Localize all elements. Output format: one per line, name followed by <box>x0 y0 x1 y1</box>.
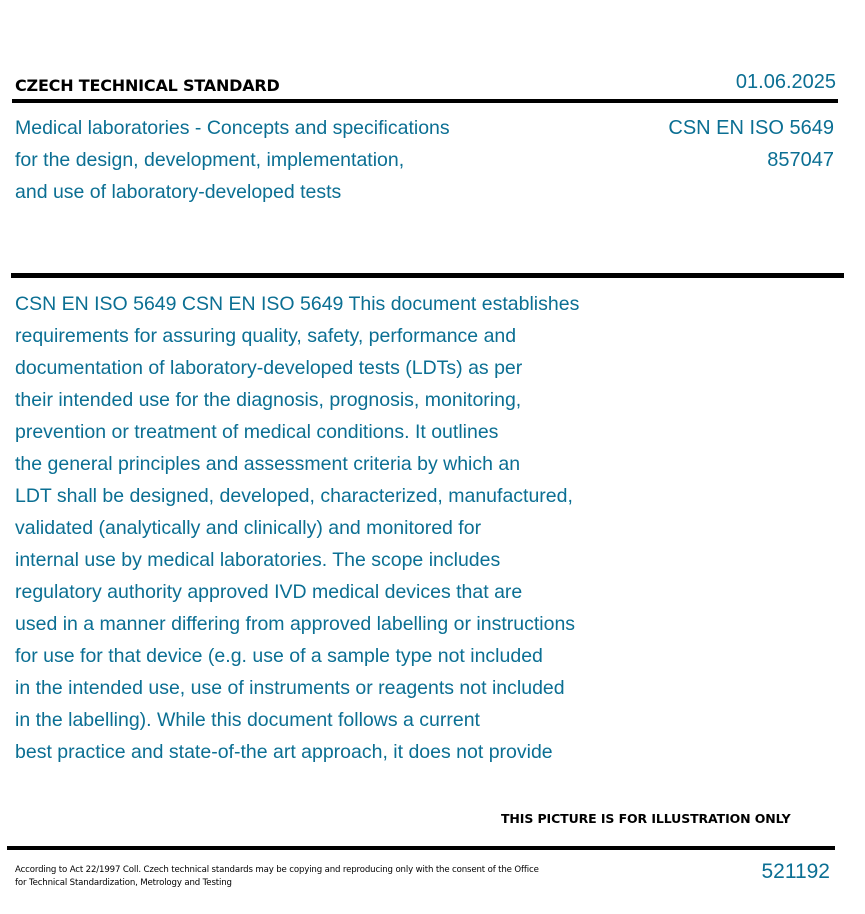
legal-notice <box>15 864 539 890</box>
abstract-line: prevention or treatment of medical conditions. It outlines <box>15 421 499 443</box>
abstract-text <box>15 288 675 768</box>
publication-date: 01.06.2025 <box>735 71 836 93</box>
footer-divider <box>7 846 835 850</box>
abstract-line: in the intended use, use of instruments or reagents not included <box>15 677 565 699</box>
abstract-line: the general principles and assessment criteria by which an <box>15 453 521 475</box>
abstract-line: internal use by medical laboratories. The scope includes <box>15 549 501 571</box>
document-number: 521192 <box>761 860 830 883</box>
abstract-line: best practice and state-of-the art approach, it does not provide <box>15 741 553 763</box>
legal-line: According to Act 22/1997 Coll. Czech technical standards may be copying and reproducing only with the consent of the Office <box>15 865 539 875</box>
abstract-line: in the labelling). While this document follows a current <box>15 709 480 731</box>
abstract-line: used in a manner differing from approved labelling or instructions <box>15 613 576 635</box>
abstract-line: their intended use for the diagnosis, prognosis, monitoring, <box>15 389 522 411</box>
title-line-2: for the design, development, implementation, <box>15 149 405 171</box>
abstract-line: documentation of laboratory-developed tests (LDTs) as per <box>15 357 523 379</box>
document-category-label: CZECH TECHNICAL STANDARD <box>15 76 280 95</box>
title-divider <box>11 273 844 278</box>
abstract-line: validated (analytically and clinically) and monitored for <box>15 517 482 539</box>
title-line-3: and use of laboratory-developed tests <box>15 181 342 203</box>
standard-code: CSN EN ISO 5649 <box>668 117 834 139</box>
abstract-line: CSN EN ISO 5649 CSN EN ISO 5649 This document establishes <box>15 293 580 315</box>
class-number: 857047 <box>767 149 834 171</box>
abstract-line: for use for that device (e.g. use of a sample type not included <box>15 645 543 667</box>
title-line-1: Medical laboratories - Concepts and specifications <box>15 117 450 139</box>
abstract-line: regulatory authority approved IVD medical devices that are <box>15 581 523 603</box>
legal-line: for Technical Standardization, Metrology and Testing <box>15 878 232 888</box>
abstract-line: requirements for assuring quality, safety, performance and <box>15 325 517 347</box>
abstract-line: LDT shall be designed, developed, characterized, manufactured, <box>15 485 573 507</box>
header-divider <box>12 99 838 103</box>
illustration-notice: THIS PICTURE IS FOR ILLUSTRATION ONLY <box>501 811 791 826</box>
